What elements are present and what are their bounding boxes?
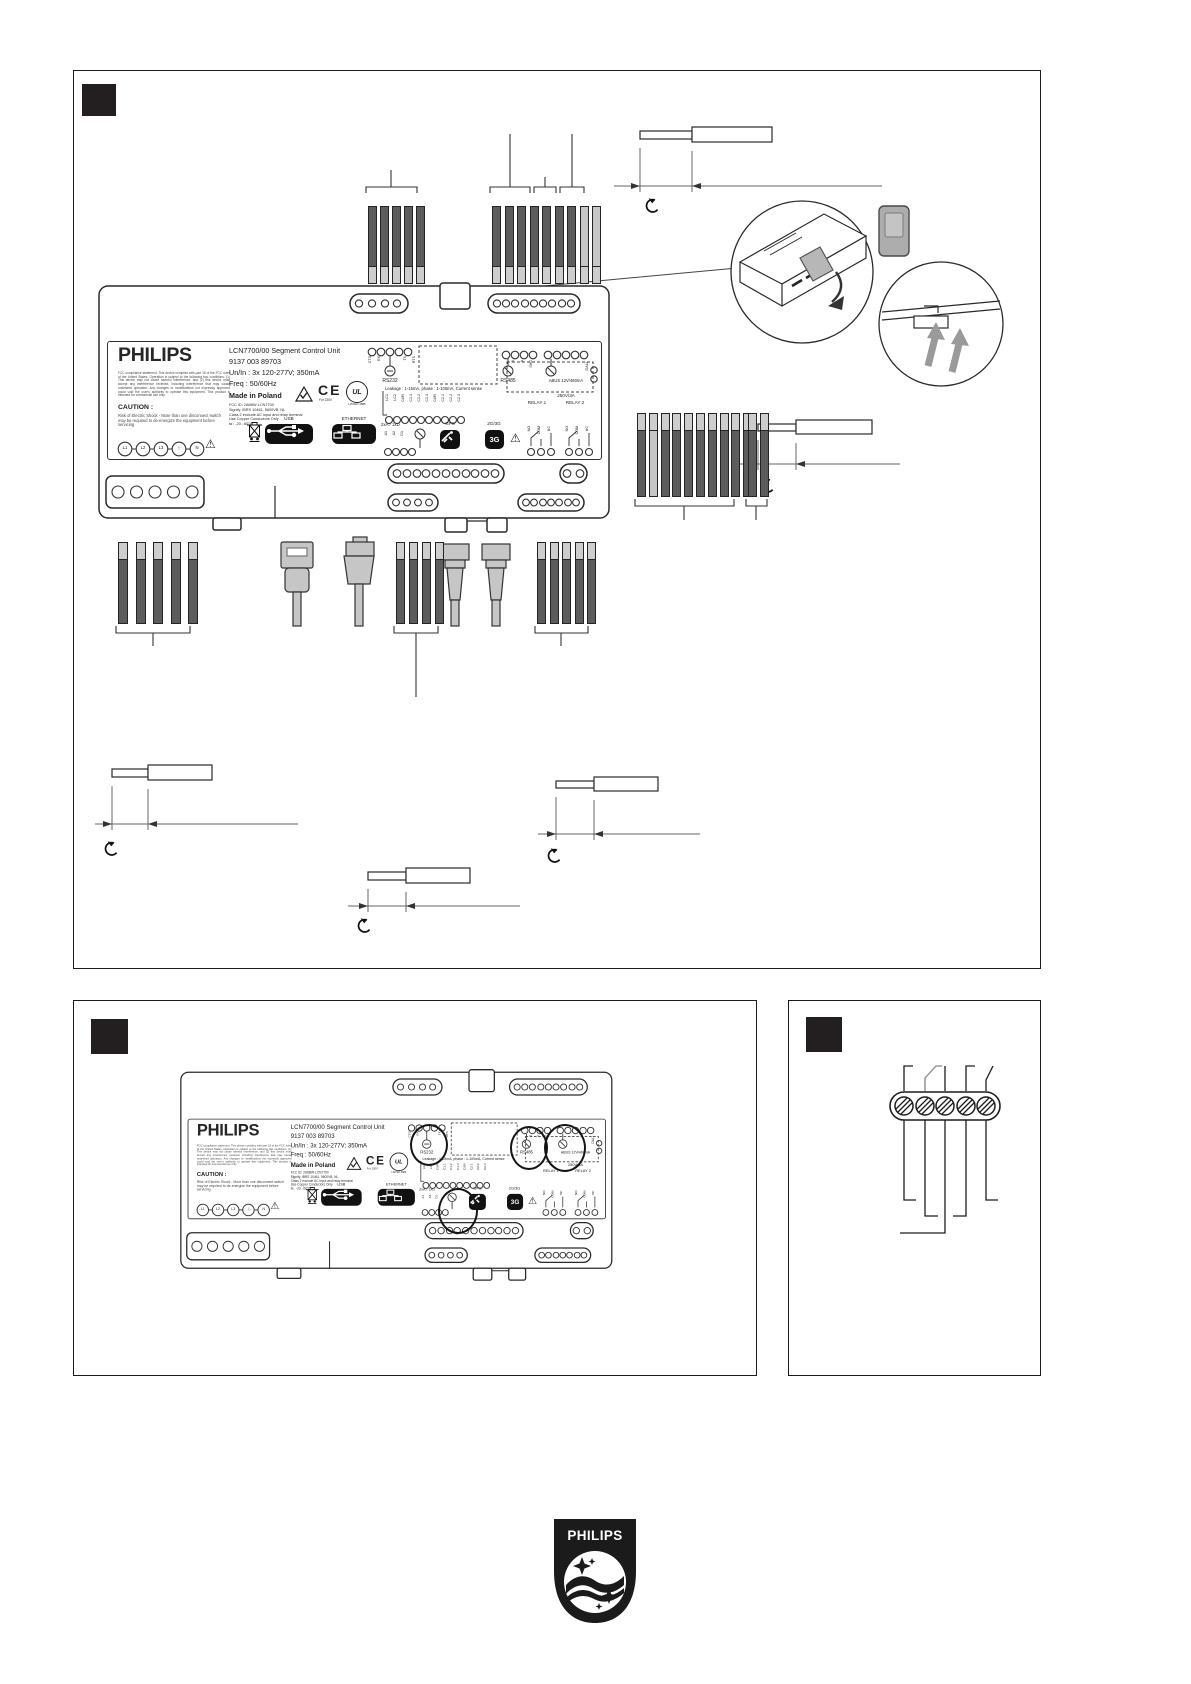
current-pin-label: LC1 (422, 1163, 426, 1170)
current-pin-label: C2.2 (449, 394, 453, 402)
rs232-pin-label: TX (437, 1131, 442, 1136)
usb-port-badge (321, 1189, 362, 1206)
rs232-label: RS232 (420, 1149, 434, 1156)
philips-wordmark: PHILIPS (196, 1121, 260, 1140)
ethernet-port-badge (332, 424, 376, 444)
strip-length-diagram-bottom-left (95, 765, 298, 855)
incoming-wire-gray (925, 1066, 942, 1091)
aux-label: 2xA / 1xD (419, 1187, 436, 1192)
relay-rating: 250V/3A (568, 1162, 583, 1167)
mains-pin-label: ⏚ (246, 1206, 251, 1211)
mains-pin-label: L1 (200, 1206, 205, 1211)
twist-arrow-icon (359, 918, 370, 932)
product-code: 9137 003 89703 (229, 357, 281, 366)
dali-label: DALI (591, 1136, 595, 1144)
ground-highlight-rs232 (410, 1124, 448, 1166)
product-rating: Un/In : 3x 120-277V; 350mA (229, 368, 320, 377)
mains-pin-label: L2 (216, 1206, 220, 1211)
relay-pin-label: NC (585, 426, 589, 432)
strip-length-diagram-bottom-middle (348, 868, 520, 932)
rs485-pin-label: A (520, 360, 524, 363)
rs232-label: RS232 (382, 378, 398, 384)
ground-highlight-aux (435, 1188, 478, 1234)
wire-bundle-top-left (368, 206, 425, 284)
rs485-pin-label: B (528, 1134, 533, 1137)
wire-bundle-mains (118, 542, 198, 624)
current-pin-label: C1.2 (417, 394, 421, 402)
conductor-note: Use Copper Conductors Only (229, 417, 279, 421)
rs232-pin-label: RX (415, 1131, 420, 1136)
rs232-pin-label: CTS (368, 356, 372, 364)
rs232-pin-label: TX (403, 356, 407, 361)
aux-pin-label: A1 (421, 1194, 426, 1199)
caution-body: Risk of Electric Shock - More than one disconnect switch may be required to de-energize the equipment before servicing (118, 413, 221, 428)
gps-label: GPS (445, 421, 455, 426)
cellular-label: 2G/3G (508, 1186, 521, 1191)
class-note: Class 2 exclude AC input and relay terminal (229, 412, 303, 417)
mains-pin-label: L1 (122, 445, 128, 450)
strip-length-diagram-top (614, 127, 882, 212)
ul-note: LISTED 4886 (391, 1170, 407, 1174)
ethernet-label: ETHERNET (341, 416, 367, 421)
wire-bundle-right (637, 413, 752, 497)
aux-pin-label: D1 (435, 1194, 439, 1199)
usb-plug (281, 542, 313, 626)
rs232-pin-label: RTS (412, 356, 416, 364)
segment-control-unit-drawing (98, 281, 610, 534)
twist-arrow-icon (549, 848, 560, 862)
philips-wordmark: PHILIPS (118, 344, 192, 366)
address: Signify, IBRS 10461, 5600VB, NL (290, 1175, 339, 1179)
class-note: Class 2 exclude AC input and relay terminal (290, 1179, 353, 1183)
twist-arrow-icon (647, 198, 658, 212)
rs232-pin-label: RTS (445, 1131, 449, 1138)
ground-highlight-rs485 (510, 1126, 548, 1170)
current-pin-label: LC2 (393, 394, 397, 401)
origin: Made in Poland (229, 391, 282, 400)
relay-pin-label: NC (559, 1190, 563, 1195)
strip-length-diagram-bottom-right (538, 777, 700, 862)
current-pin-label: C1.2 (449, 1163, 453, 1170)
current-pin-label: CUR (401, 394, 405, 402)
warning-icon: ⚠ (270, 1199, 280, 1212)
weee-icon (246, 419, 263, 442)
relay2-label: RELAY 2 (575, 1168, 591, 1173)
device-label (107, 341, 602, 460)
incoming-wires (904, 1066, 993, 1091)
mains-pin-label: N (195, 445, 199, 450)
cellular-badge: 3G (507, 1194, 523, 1210)
ethernet-plug (344, 537, 374, 626)
gps-label: GPS (473, 1186, 482, 1191)
ground-highlight-abus (544, 1124, 586, 1172)
origin: Made in Poland (290, 1160, 336, 1169)
product-name: LCN7700/00 Segment Control Unit (229, 346, 341, 355)
relay-pin-label: NO (542, 1190, 546, 1196)
ethernet-port-badge (378, 1189, 415, 1206)
caution-title: CAUTION : (196, 1171, 227, 1178)
caution-title: CAUTION : (118, 404, 154, 411)
current-pin-label: C2.2 (476, 1163, 480, 1170)
mains-pin-label: N (262, 1206, 265, 1211)
fcc-id: FCC ID: 2A6BW-LCN7700 (290, 1171, 329, 1175)
antenna-plug-cellular (482, 544, 510, 626)
product-name: LCN7700/00 Segment Control Unit (290, 1122, 385, 1131)
current-pin-label: C1.1 (442, 1163, 447, 1170)
usb-label: USB (284, 416, 294, 421)
current-pin-label: C2.3 (483, 1163, 487, 1170)
rs485-pin-label: SHD (544, 1134, 548, 1142)
rs232-pin-label: RX (377, 356, 381, 361)
warning-icon: ⚠ (510, 431, 521, 445)
relay1-label: RELAY 1 (527, 400, 547, 405)
conductor-note: Use Copper Conductors Only (290, 1182, 333, 1187)
rcm-icon (346, 1157, 361, 1171)
relay-pin-label: COM (550, 1190, 555, 1198)
philips-shield-logo (551, 1519, 639, 1625)
cellular-badge: 3G (485, 430, 504, 449)
leakage-note: Leakage : 1-15mA, phase : 1-100mA, Current sense (385, 386, 483, 391)
ul-note: LISTED 4886 (348, 402, 366, 406)
sim-slot-detail-circle (879, 262, 1003, 386)
usb-label: USB (337, 1182, 346, 1187)
product-frequency: Freq : 50/60Hz (229, 379, 277, 388)
dali-label: DALI (585, 362, 589, 371)
leakage-note: Leakage : 1-15mA, phase : 1-100mA, Current sense (422, 1156, 505, 1161)
ul-mark: UL (346, 381, 368, 403)
relay-pin-label: COM (583, 1190, 587, 1198)
outgoing-wires (900, 1120, 998, 1233)
aux-pin-label: D1 (400, 431, 404, 436)
mains-pin-label: L3 (231, 1206, 236, 1211)
relay-pin-label: COM (537, 426, 541, 435)
current-pin-label: LC2 (429, 1163, 433, 1170)
current-pin-label: C2.1 (441, 394, 445, 402)
rs485-pin-label: B (511, 360, 515, 363)
wire-bundle-relay (537, 542, 596, 624)
relay-rating: 250V/3A (557, 393, 575, 398)
sim-cover-detail-circle (731, 201, 873, 343)
ethernet-label: ETHERNET (385, 1182, 407, 1187)
philips-shield-wordmark: PHILIPS (567, 1528, 623, 1543)
aux-pin-label: A2 (392, 431, 396, 436)
rcm-icon (295, 386, 313, 402)
caution-body: Risk of Electric Shock - More than one disconnect switch may be required to de-energize the equipment before servicing (196, 1179, 284, 1192)
mains-pin-label: L3 (158, 445, 164, 450)
current-pin-label: C2.1 (469, 1163, 474, 1170)
ul-mark: UL (390, 1153, 409, 1172)
cellular-label: 2G/3G (487, 421, 501, 426)
usb-port-badge (265, 424, 313, 444)
antenna-plug-gps (441, 544, 469, 626)
sim-card (879, 206, 909, 256)
fcc-statement: FCC compliance statement: This device complies with part 15 of the FCC rules of the United States. Operation is subject to the following two conditions: (1) This device may not cause harmful interference, and (2) this device must accept any interference received, including interference that may cause undesired operation. Any changes or modifications not expressly approved could void the user's authority to operate this equipment. This product is intended for commercial use only. (196, 1144, 292, 1167)
mains-pin-label: ⏚ (176, 445, 182, 450)
rs485-pin-label: A (536, 1134, 540, 1137)
mains-pin-label: L2 (140, 445, 146, 450)
relay-pin-label: COM (575, 426, 579, 435)
aux-pin-label: A2 (428, 1194, 432, 1199)
rs485-pin-label: SHD (529, 360, 533, 368)
rs232-pin-label: CTS (408, 1131, 412, 1138)
rs485-label: RS485 (519, 1149, 533, 1156)
relay-pin-label: NC (547, 426, 551, 432)
temp-range: ta : -20...60°C (229, 421, 253, 426)
weee-icon (305, 1185, 319, 1204)
gps-badge (440, 430, 460, 449)
current-pin-label: CUR (433, 394, 437, 402)
ethernet-icon (332, 424, 362, 439)
product-code: 9137 003 89703 (290, 1132, 335, 1140)
ce-note: For 230V (319, 398, 333, 402)
ce-mark: CE (365, 1153, 386, 1167)
current-pin-label: C1.3 (425, 394, 429, 402)
current-pin-label: CUR (463, 1163, 467, 1171)
segment-control-unit-drawing-small (180, 1068, 613, 1282)
relay1-label: RELAY 1 (543, 1168, 559, 1173)
relay-pin-label: NO (527, 426, 531, 432)
relay-pin-label: NO (574, 1190, 578, 1196)
wire-pair-right (748, 413, 769, 497)
gps-icon (440, 430, 454, 443)
relay-pin-label: NC (591, 1190, 595, 1195)
rs485-label: RS485 (500, 378, 516, 384)
relay2-label: RELAY 2 (565, 400, 585, 405)
address: Signify, IBRS 10461, 5600VB, NL (229, 408, 286, 412)
current-pin-label: C1.1 (409, 394, 413, 402)
product-frequency: Freq : 50/60Hz (290, 1150, 331, 1159)
usb-icon (321, 1189, 355, 1201)
temp-range: ta : -20...60°C (290, 1186, 311, 1191)
ethernet-icon (378, 1189, 403, 1202)
mains-terminal-diagram (890, 1066, 1000, 1233)
relay-pin-label: NO (565, 426, 569, 432)
warning-icon: ⚠ (528, 1194, 538, 1207)
product-rating: Un/In : 3x 120-277V; 350mA (290, 1141, 368, 1150)
fcc-id: FCC ID: 2A6BW-LCN7700 (229, 403, 274, 407)
current-pin-label: CUR (436, 1163, 440, 1171)
abus-label: ABUS 12V/460mA (548, 378, 584, 383)
abus-label: ABUS 12V/460mA (560, 1149, 591, 1155)
current-pin-label: LC1 (385, 394, 389, 401)
current-pin-label: C1.3 (456, 1163, 460, 1170)
current-pin-label: C2.3 (457, 394, 461, 402)
twist-arrow-icon (106, 841, 117, 855)
usb-icon (265, 424, 305, 438)
ce-mark: CE (318, 382, 342, 398)
warning-icon: ⚠ (205, 437, 216, 451)
wire-bundle-top-right (492, 206, 601, 284)
wire-bundle-aux (396, 542, 444, 624)
aux-label: 2xA / 1xD (381, 422, 400, 427)
aux-pin-label: A1 (384, 431, 388, 436)
ce-note: For 230V (366, 1166, 378, 1171)
fcc-statement: FCC compliance statement: This device complies with part 15 of the FCC rules of the United States. Operation is subject to the following two conditions: (1) This device may not cause harmful interference, and (2) this device must accept any interference received, including interference that may cause undesired operation. Any changes or modifications not expressly approved could void the user's authority to operate this equipment. This product is intended for commercial use only. (118, 371, 230, 398)
